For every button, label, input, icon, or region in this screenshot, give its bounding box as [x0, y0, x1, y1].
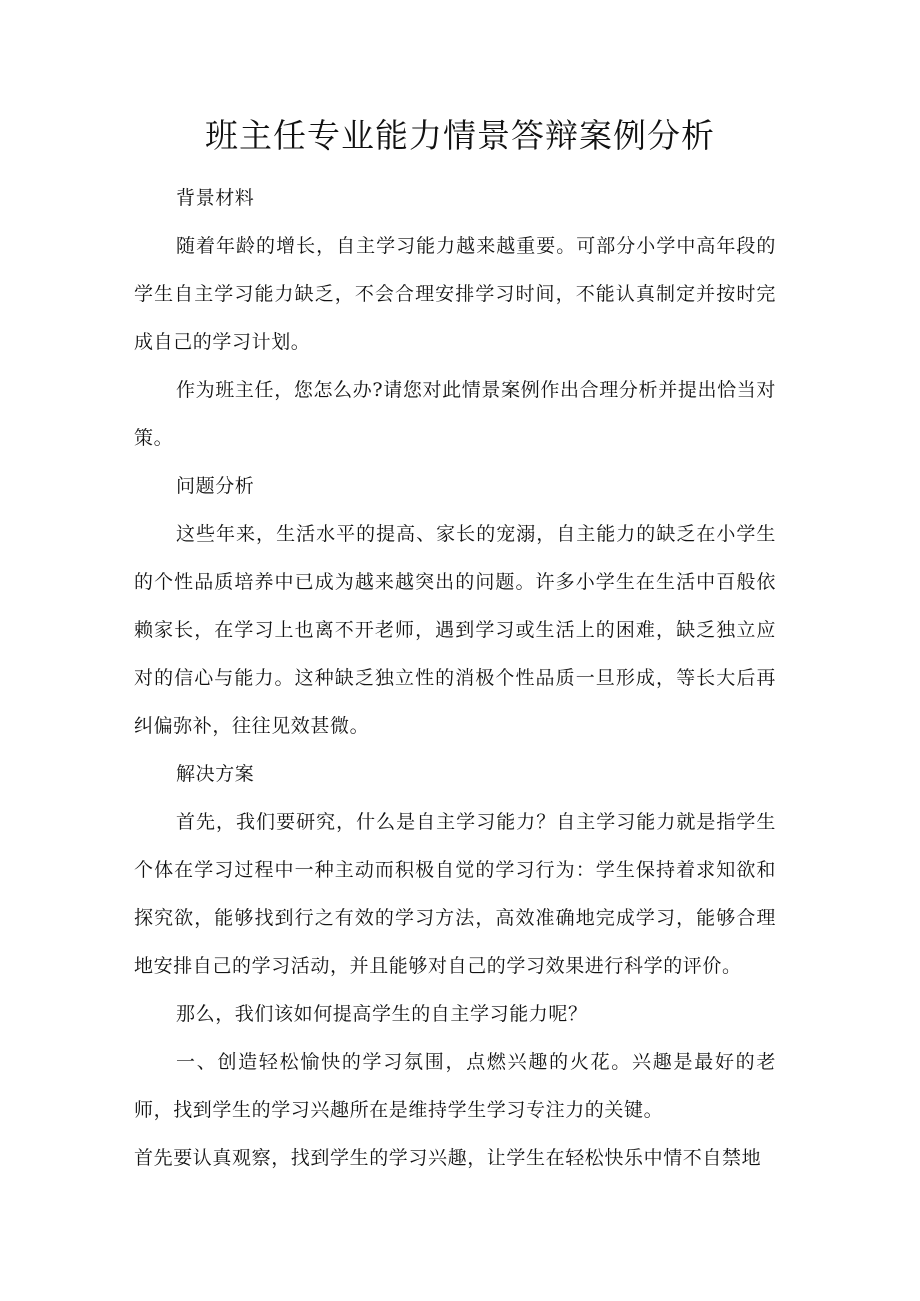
paragraph-definition: 首先，我们要研究，什么是自主学习能力？自主学习能力就是指学生个体在学习过程中一种主动而积极自觉的学习行为：学生保持着求知欲和探究欲，能够找到行之有效的学习方法，高效准确地完成学习，能够合理地安排自己的学习活动，并且能够对自己的学习效果进行科学的评价。: [134, 811, 776, 977]
paragraph-background: 随着年龄的增长，自主学习能力越来越重要。可部分小学中高年段的学生自主学习能力缺乏，不会合理安排学习时间，不能认真制定并按时完成自己的学习计划。: [134, 235, 776, 353]
paragraph-question: 作为班主任，您怎么办?请您对此情景案例作出合理分析并提出恰当对策。: [134, 379, 776, 449]
paragraph-how-to: 那么，我们该如何提高学生的自主学习能力呢？: [176, 1003, 588, 1025]
section-heading-analysis: 问题分析: [176, 475, 255, 497]
section-heading-background: 背景材料: [176, 187, 255, 209]
paragraph-observe: 首先要认真观察，找到学生的学习兴趣，让学生在轻松快乐中情不自禁地: [134, 1147, 762, 1169]
document-body: [134, 174, 776, 1182]
paragraph-analysis: 这些年来，生活水平的提高、家长的宠溺，自主能力的缺乏在小学生的个性品质培养中已成为越来越突出的问题。许多小学生在生活中百般依赖家长，在学习上也离不开老师，遇到学习或生活上的困难，缺乏独立应对的信心与能力。这种缺乏独立性的消极个性品质一旦形成，等长大后再纠偏弥补，往往见效甚微。: [134, 523, 776, 737]
paragraph-point-one: 一、创造轻松愉快的学习氛围，点燃兴趣的火花。兴趣是最好的老师，找到学生的学习兴趣所在是维持学生学习专注力的关键。: [134, 1051, 776, 1121]
document-title: 班主任专业能力情景答辩案例分析: [205, 116, 715, 155]
section-heading-solution: 解决方案: [176, 763, 255, 785]
